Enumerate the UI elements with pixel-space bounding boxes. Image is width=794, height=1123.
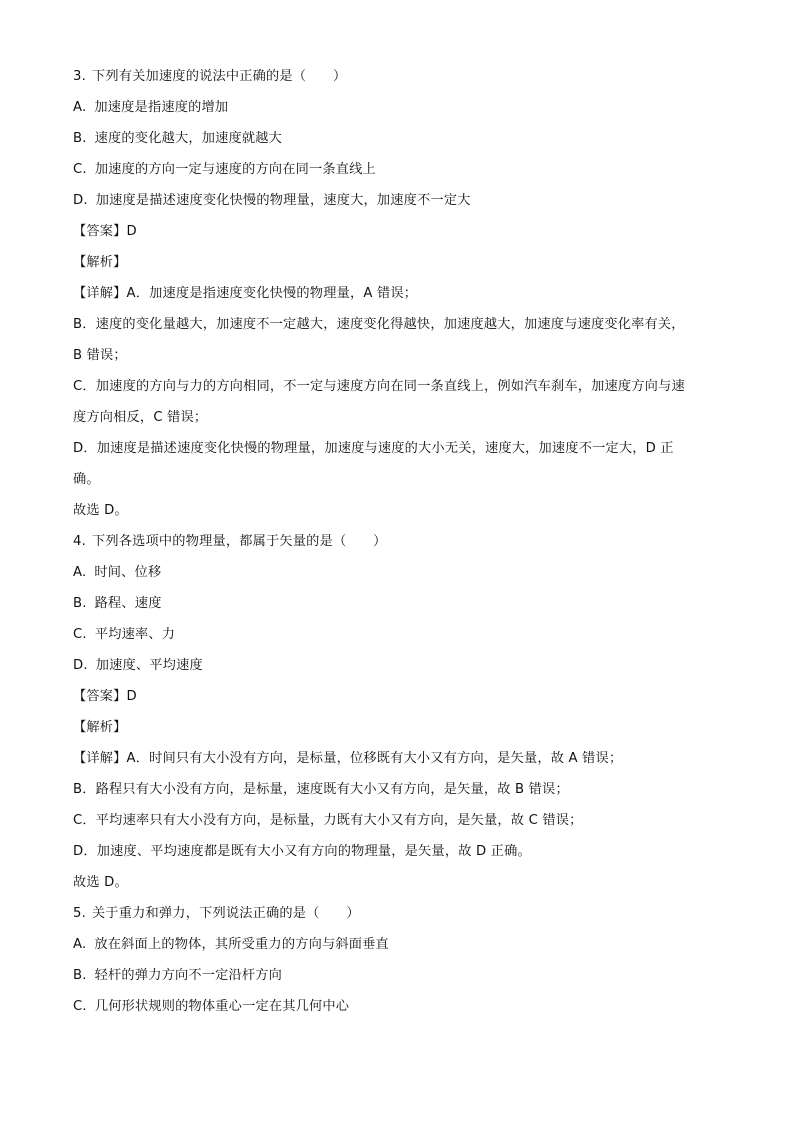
detail-line: B．速度的变化量越大，加速度不一定越大，速度变化得越快，加速度越大，加速度与速度变化率有关， [73,317,685,332]
analysis-label: 【解析】 [73,720,127,735]
option-letter: A. [73,937,87,952]
analysis-label: 【解析】 [73,255,127,270]
option-letter: C. [73,999,87,1014]
document-page [73,61,723,1022]
detail-line: 【详解】A．时间只有大小没有方向，是标量，位移既有大小又有方向，是矢量，故 A 错误； [73,751,623,766]
answer-line: 【答案】D [73,689,137,704]
option-letter: B. [73,968,87,983]
option-text: 路程、速度 [94,596,162,611]
option-c [73,619,723,650]
option-text: 时间、位移 [94,565,162,580]
option-text: 加速度是指速度的增加 [94,100,229,115]
detail-line: 确。 [73,472,100,487]
option-text: 加速度、平均速度 [95,658,203,673]
question-5-stem [73,898,723,929]
conclusion-line: 故选 D。 [73,503,128,518]
option-text: 平均速率、力 [94,627,176,642]
question-number: 4. [73,534,86,549]
option-text: 轻杆的弹力方向不一定沿杆方向 [94,968,283,983]
option-d [73,185,723,216]
option-a [73,92,723,123]
option-text: 加速度的方向一定与速度的方向在同一条直线上 [94,162,376,177]
detail-line: 度方向相反，C 错误； [73,410,208,425]
detail-line: D．加速度是描述速度变化快慢的物理量，加速度与速度的大小无关，速度大，加速度不一定大，D 正 [73,441,674,456]
option-d [73,650,723,681]
question-text: 关于重力和弹力，下列说法正确的是（ ） [91,906,360,921]
option-text: 放在斜面上的物体，其所受重力的方向与斜面垂直 [94,937,389,952]
question-number: 3. [73,69,86,84]
detail-line: C．平均速率只有大小没有方向，是标量，力既有大小又有方向，是矢量，故 C 错误； [73,813,583,828]
question-text: 下列各选项中的物理量，都属于矢量的是（ ） [91,534,387,549]
detail-line: 【详解】A．加速度是指速度变化快慢的物理量，A 错误； [73,286,418,301]
option-letter: B. [73,131,87,146]
option-letter: B. [73,596,87,611]
option-letter: C. [73,627,87,642]
option-letter: C. [73,162,87,177]
option-letter: A. [73,100,87,115]
option-c [73,991,723,1022]
option-text: 速度的变化越大，加速度就越大 [94,131,283,146]
option-a [73,557,723,588]
option-b [73,960,723,991]
conclusion-line: 故选 D。 [73,875,128,890]
detail-line: D．加速度、平均速度都是既有大小又有方向的物理量，是矢量，故 D 正确。 [73,844,531,859]
option-letter: D. [73,658,88,673]
option-c [73,154,723,185]
answer-line: 【答案】D [73,224,137,239]
question-4-stem [73,526,723,557]
question-text: 下列有关加速度的说法中正确的是（ ） [91,69,347,84]
question-number: 5. [73,906,86,921]
detail-line: B 错误； [73,348,127,363]
option-a [73,929,723,960]
option-b [73,123,723,154]
detail-line: B．路程只有大小没有方向，是标量，速度既有大小又有方向，是矢量，故 B 错误； [73,782,569,797]
option-letter: D. [73,193,88,208]
option-b [73,588,723,619]
option-text: 加速度是描述速度变化快慢的物理量，速度大，加速度不一定大 [95,193,471,208]
detail-line: C．加速度的方向与力的方向相同，不一定与速度方向在同一条直线上，例如汽车刹车，加速度方向与速 [73,379,685,394]
option-text: 几何形状规则的物体重心一定在其几何中心 [94,999,350,1014]
question-3-stem [73,61,723,92]
option-letter: A. [73,565,87,580]
